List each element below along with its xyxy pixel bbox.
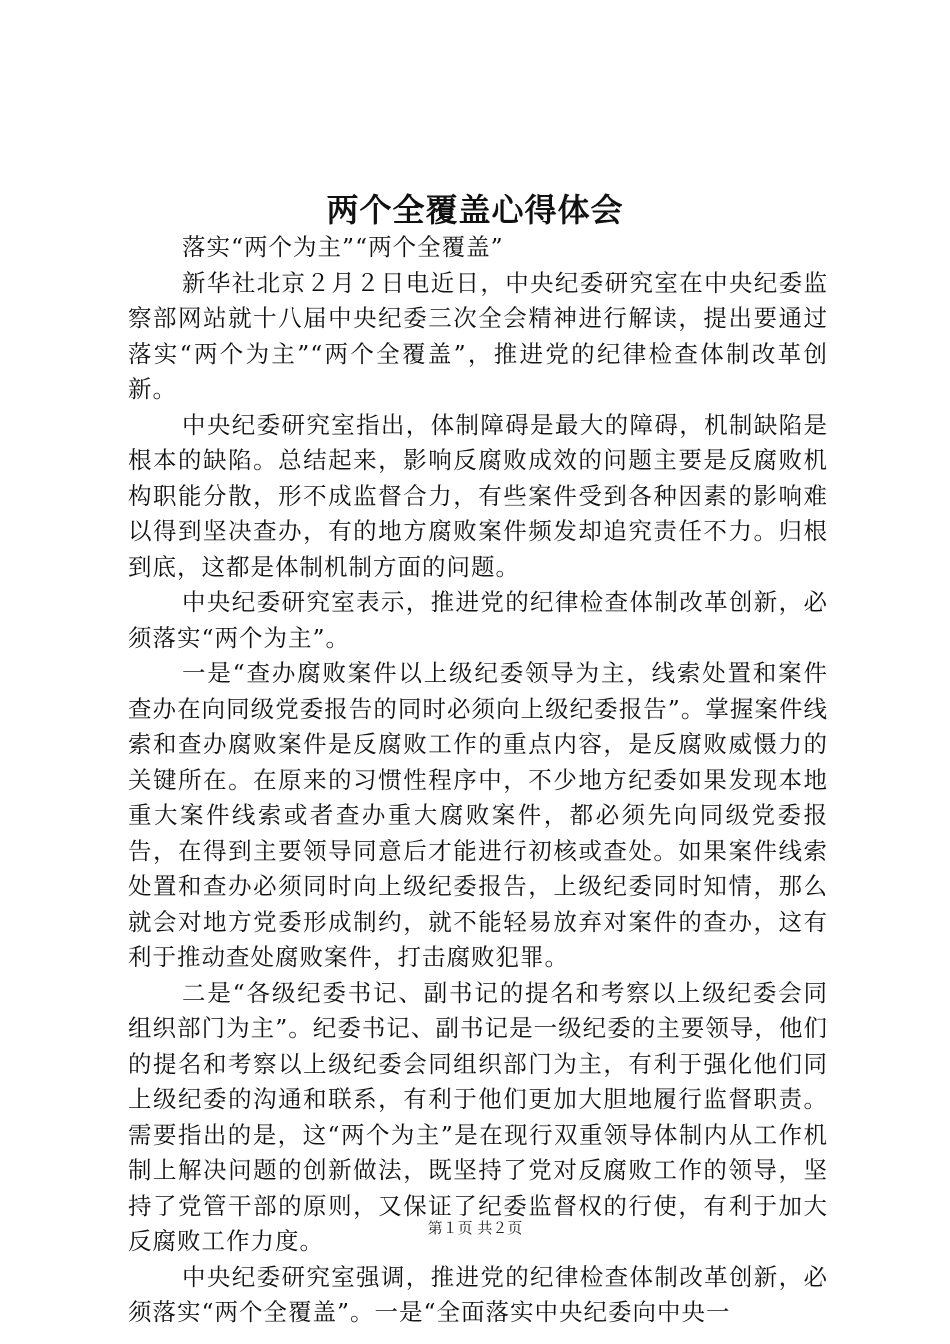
paragraph: 中央纪委研究室强调，推进党的纪律检查体制改革创新，必须落实“两个全覆盖”。一是“全面落实中央纪委向中央一 xyxy=(128,1262,828,1326)
document-body xyxy=(128,230,828,1331)
paragraph: 中央纪委研究室指出，体制障碍是最大的障碍，机制缺陷是根本的缺陷。总结起来，影响反腐败成效的问题主要是反腐败机构职能分散，形不成监督合力，有些案件受到各种因素的影响难以得到坚决查办，有的地方腐败案件频发却追究责任不力。归根到底，这都是体制机制方面的问题。 xyxy=(128,410,828,581)
paragraph: 二是“各级纪委书记、副书记的提名和考察以上级纪委会同组织部门为主”。纪委书记、副书记是一级纪委的主要领导，他们的提名和考察以上级纪委会同组织部门为主，有利于强化他们同上级纪委的沟通和联系，有利于他们更加大胆地履行监督职责。需要指出的是，这“两个为主”是在现行双重领导体制内从工作机制上解决问题的创新做法，既坚持了党对反腐败工作的领导，坚持了党管干部的原则，又保证了纪委监督权的行使，有利于加大反腐败工作力度。 xyxy=(128,978,828,1255)
page-number-footer: 第１页 共２页 xyxy=(427,1219,523,1237)
document-title: 两个全覆盖心得体会 xyxy=(326,191,624,229)
paragraph: 中央纪委研究室表示，推进党的纪律检查体制改革创新，必须落实“两个为主”。 xyxy=(128,588,828,652)
paragraph: 新华社北京２月２日电近日，中央纪委研究室在中央纪委监察部网站就十八届中央纪委三次全会精神进行解读，提出要通过落实“两个为主”“两个全覆盖”，推进党的纪律检查体制改革创新。 xyxy=(128,268,828,403)
paragraph: 一是“查办腐败案件以上级纪委领导为主，线索处置和案件查办在向同级党委报告的同时必须向上级纪委报告”。掌握案件线索和查办腐败案件是反腐败工作的重点内容，是反腐败威慑力的关键所在。在原来的习惯性程序中，不少地方纪委如果发现本地重大案件线索或者查办重大腐败案件，都必须先向同级党委报告，在得到主要领导同意后才能进行初核或查处。如果案件线索处置和查办必须同时向上级纪委报告，上级纪委同时知情，那么就会对地方党委形成制约，就不能轻易放弃对案件的查办，这有利于推动查处腐败案件，打击腐败犯罪。 xyxy=(128,659,828,971)
paragraph-subtitle: 落实“两个为主”“两个全覆盖” xyxy=(182,233,504,261)
